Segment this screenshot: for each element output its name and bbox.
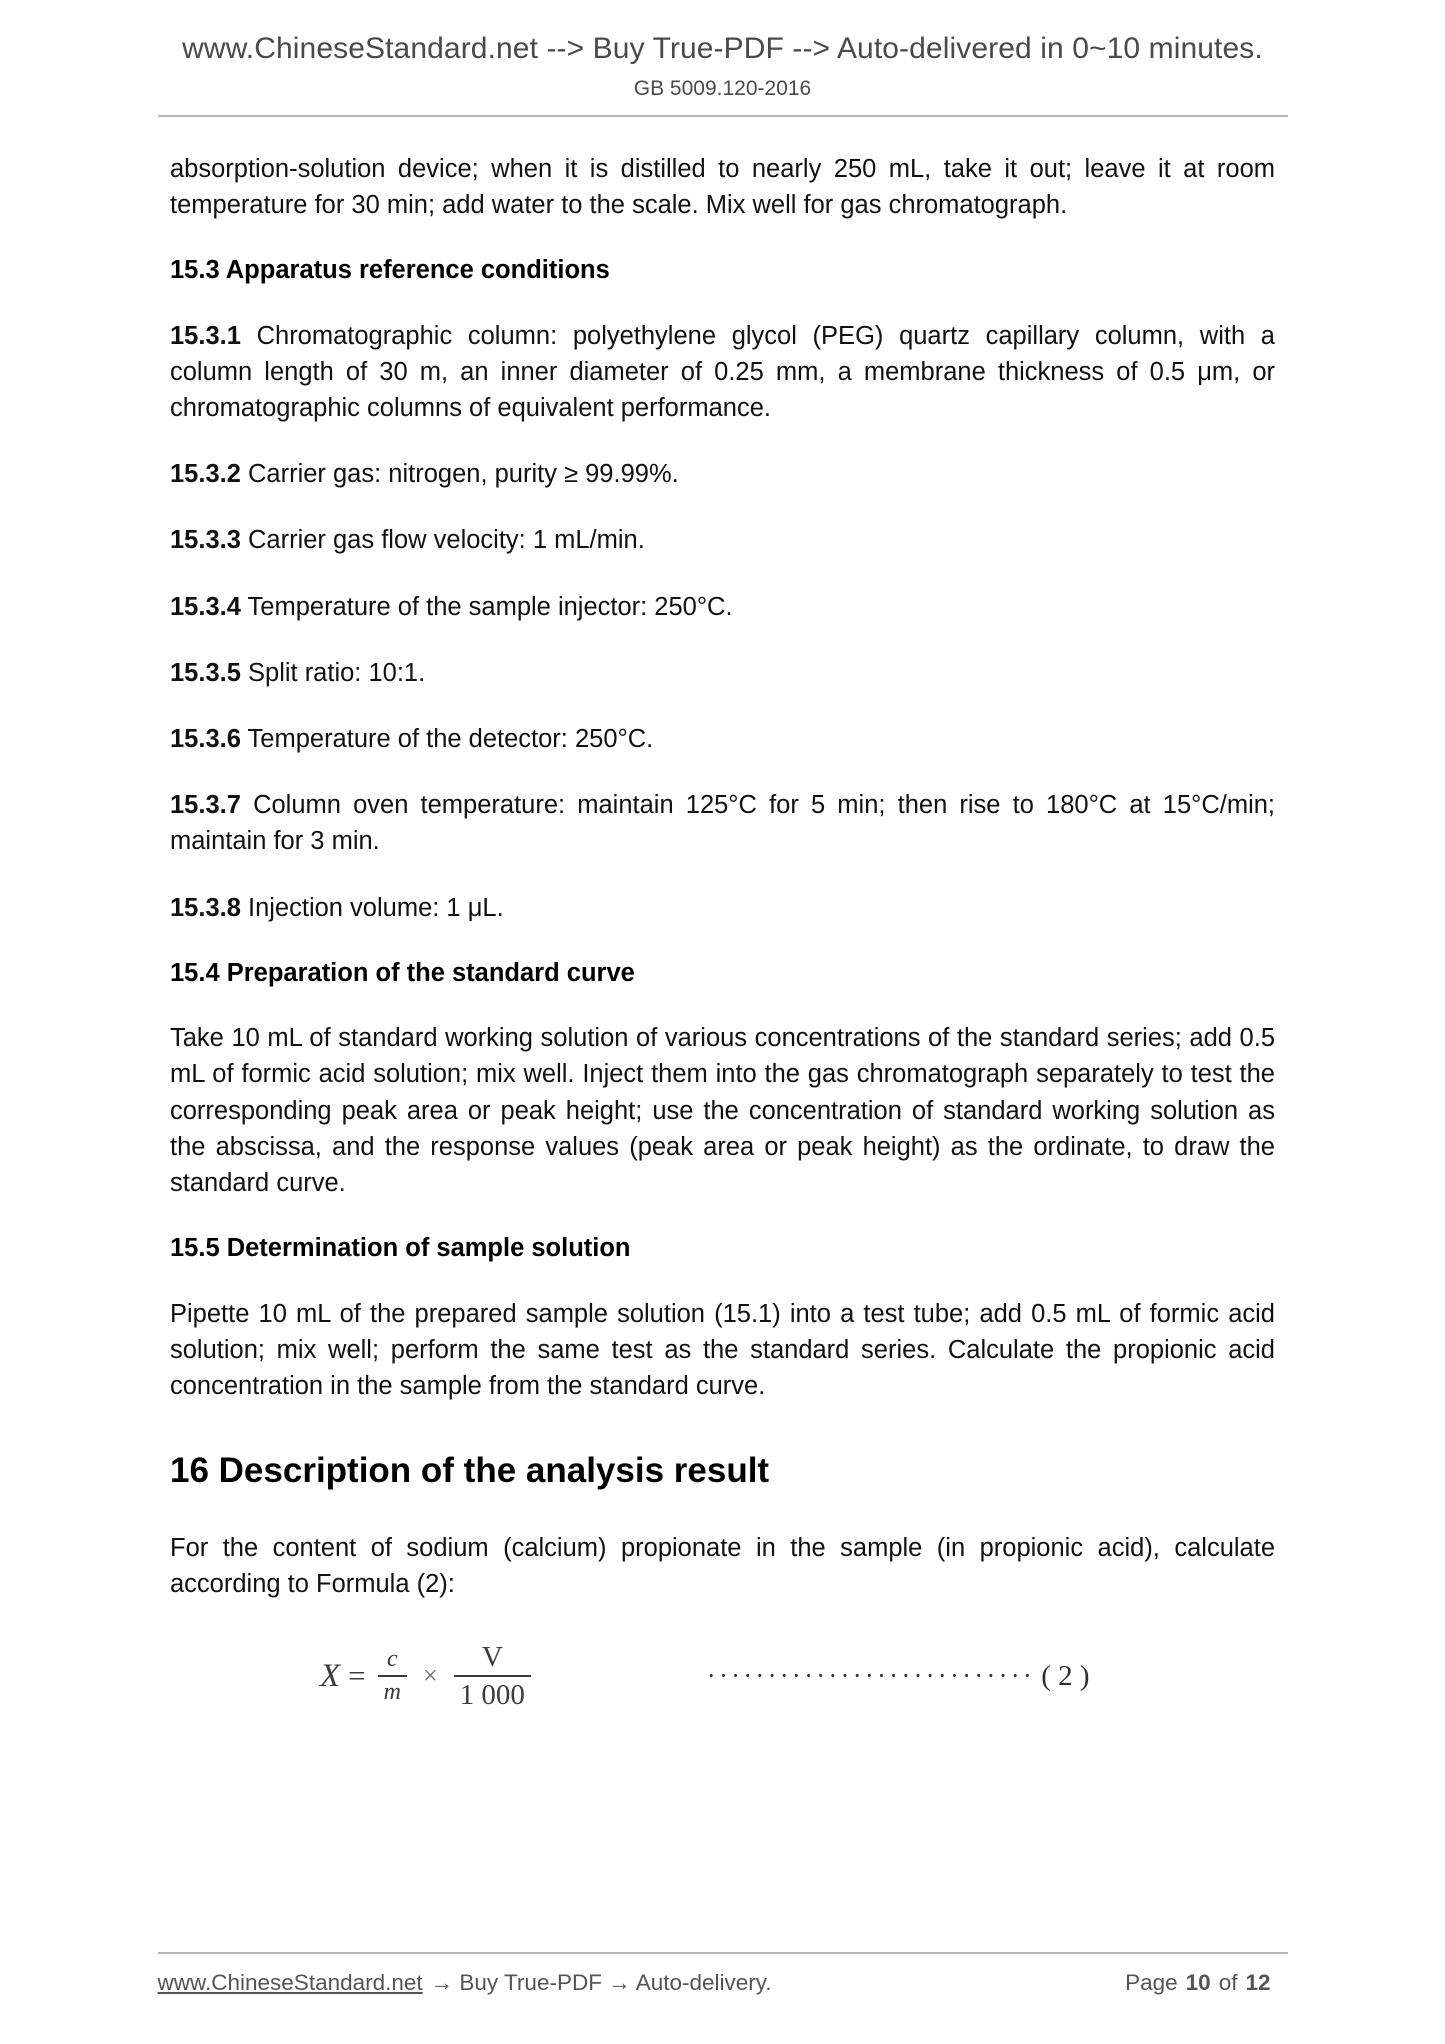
clause-text: Split ratio: 10:1. [248,658,426,687]
page-footer [0,1952,1445,1996]
footer-divider [158,1952,1288,1954]
formula-numerator-v: V [481,1641,503,1674]
heading-16: 16 Description of the analysis result [170,1451,770,1491]
clause-number: 15.3.7 [170,791,241,820]
formula-equation-number: ( 2 ) [1041,1659,1090,1692]
clause-text: Carrier gas flow velocity: 1 mL/min. [248,526,645,555]
formula-denominator-m: m [383,1678,401,1705]
clause-number: 15.3.6 [170,724,241,753]
page-number: 10 [1185,1970,1211,1995]
formula-multiply-sign: × [423,1661,438,1691]
clause-15-3-1 [170,318,1275,427]
footer-row [158,1970,1288,1996]
page-header [0,0,1445,117]
clause-15-3-7 [170,787,1275,859]
clause-text: Temperature of the detector: 250°C. [247,724,654,753]
formula-expression [320,1642,537,1710]
footer-tagline: → Buy True-PDF → Auto-delivery. [430,1970,772,1995]
formula-fraction-c-over-m [378,1647,407,1704]
paragraph-16: For the content of sodium (calcium) propionate in the sample (in propionic acid), calculate according to Formula (2): [170,1533,1275,1598]
clause-text: Temperature of the sample injector: 250°C. [247,592,733,621]
heading-15-4: 15.4 Preparation of the standard curve [170,958,635,987]
page-total: 12 [1245,1970,1271,1995]
heading-15-5: 15.5 Determination of sample solution [170,1234,631,1263]
formula-numerator-c: c [387,1646,398,1673]
paragraph-15-5: Pipette 10 mL of the prepared sample solution (15.1) into a test tube; add 0.5 mL of formic acid solution; mix well; perform the same test as the standard series. Calculate the propionic acid concentration in the sample from the standard curve. [170,1299,1275,1401]
header-promo-text: www.ChineseStandard.net --> Buy True-PDF --> Auto-delivered in 0~10 minutes. [182,32,1263,65]
clause-15-3-4 [170,589,1275,625]
footer-website-link[interactable]: www.ChineseStandard.net [157,1970,423,1995]
clause-text: Chromatographic column: polyethylene glycol (PEG) quartz capillary column, with a column length of 30 m, an inner diameter of 0.25 mm, a membrane thickness of 0.5 μm, or chromatographic columns of equivalent performance. [170,321,1275,422]
formula-result-variable: X [320,1657,341,1694]
clause-15-3-3 [170,522,1275,558]
paragraph-15-4: Take 10 mL of standard working solution of various concentrations of the standard series; add 0.5 mL of formic acid solution; mix well. Inject them into the gas chromatograph separately to test the corresponding peak area or peak height; use the concentration of standard working solution as the abscissa, and the response values (peak area or peak height) as the ordinate, to draw the standard curve. [170,1024,1275,1197]
formula-block [170,1642,1275,1710]
heading-15-3: 15.3 Apparatus reference conditions [170,256,610,285]
formula-fraction-v-over-1000 [454,1642,531,1710]
clause-15-3-8 [170,890,1275,926]
page-indicator [1122,1970,1287,1996]
formula-equals-sign: = [348,1658,366,1694]
intro-paragraph: absorption-solution device; when it is distilled to nearly 250 mL, take it out; leave it at room temperature for 30 min; add water to the scale. Mix well for gas chromatograph. [170,154,1275,219]
clause-number: 15.3.5 [170,658,241,687]
page-label: Page [1125,1970,1178,1995]
page-of-label: of [1218,1970,1238,1995]
formula-leader-dots: ··························· [706,1661,1036,1691]
clause-number: 15.3.8 [170,893,241,922]
clause-15-3-2 [170,456,1275,492]
clause-15-3-6 [170,721,1275,757]
clause-number: 15.3.4 [170,592,241,621]
clause-text: Injection volume: 1 μL. [248,893,504,922]
clause-number: 15.3.2 [170,460,241,489]
footer-left-group [158,1970,772,1996]
formula-denominator-1000: 1 000 [459,1678,525,1711]
clause-text: Column oven temperature: maintain 125°C for 5 min; then rise to 180°C at 15°C/min; maintain for 3 min. [170,791,1275,856]
standard-number: GB 5009.120-2016 [633,76,812,100]
clause-text: Carrier gas: nitrogen, purity ≥ 99.99%. [248,460,679,489]
clause-number: 15.3.3 [170,526,241,555]
clause-number: 15.3.1 [170,321,241,350]
document-body [170,117,1275,1710]
clause-15-3-5 [170,655,1275,691]
